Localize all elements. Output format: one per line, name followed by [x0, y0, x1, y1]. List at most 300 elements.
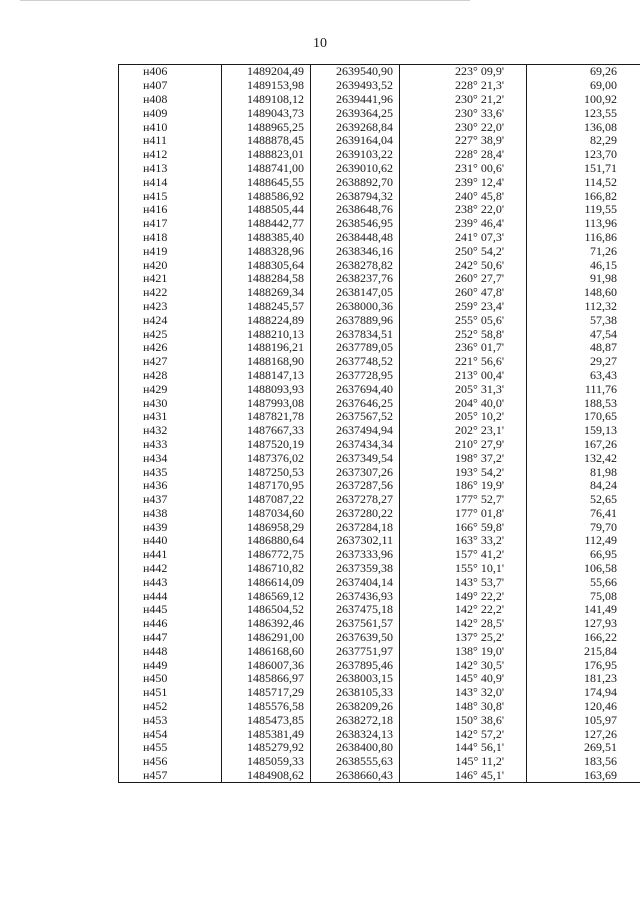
y-coordinate-cell: 2638278,82 [311, 258, 400, 272]
point-id-cell: н415 [119, 189, 222, 203]
segment-length-cell: 112,49 [527, 534, 640, 548]
x-coordinate-cell: 1485381,49 [222, 727, 311, 741]
x-coordinate-cell: 1487993,08 [222, 396, 311, 410]
y-coordinate-cell: 2637889,96 [311, 313, 400, 327]
segment-length-cell: 176,95 [527, 658, 640, 672]
direction-angle-cell: 149° 22,2' [400, 589, 527, 603]
direction-angle-cell: 205° 31,3' [400, 382, 527, 396]
segment-length-cell: 148,60 [527, 286, 640, 300]
y-coordinate-cell: 2639540,90 [311, 65, 400, 79]
x-coordinate-cell: 1488284,58 [222, 272, 311, 286]
direction-angle-cell: 202° 23,1' [400, 424, 527, 438]
table-row [119, 713, 640, 727]
point-id-cell: н444 [119, 589, 222, 603]
point-id-cell: н427 [119, 355, 222, 369]
point-id-cell: н418 [119, 231, 222, 245]
point-id-cell: н447 [119, 631, 222, 645]
point-id-cell: н428 [119, 369, 222, 383]
y-coordinate-cell: 2637302,11 [311, 534, 400, 548]
table-row [119, 148, 640, 162]
segment-length-cell: 91,98 [527, 272, 640, 286]
table-row [119, 355, 640, 369]
x-coordinate-cell: 1488823,01 [222, 148, 311, 162]
table-row [119, 451, 640, 465]
segment-length-cell: 55,66 [527, 575, 640, 589]
segment-length-cell: 123,70 [527, 148, 640, 162]
direction-angle-cell: 250° 54,2' [400, 244, 527, 258]
x-coordinate-cell: 1486614,09 [222, 575, 311, 589]
y-coordinate-cell: 2639103,22 [311, 148, 400, 162]
x-coordinate-cell: 1486710,82 [222, 562, 311, 576]
segment-length-cell: 69,26 [527, 65, 640, 79]
table-row [119, 203, 640, 217]
y-coordinate-cell: 2637359,38 [311, 562, 400, 576]
direction-angle-cell: 221° 56,6' [400, 355, 527, 369]
segment-length-cell: 132,42 [527, 451, 640, 465]
direction-angle-cell: 163° 33,2' [400, 534, 527, 548]
page-number: 10 [313, 36, 327, 51]
segment-length-cell: 75,08 [527, 589, 640, 603]
table-row [119, 534, 640, 548]
y-coordinate-cell: 2637436,93 [311, 589, 400, 603]
segment-length-cell: 105,97 [527, 713, 640, 727]
x-coordinate-cell: 1489153,98 [222, 79, 311, 93]
table-row [119, 410, 640, 424]
point-id-cell: н451 [119, 686, 222, 700]
x-coordinate-cell: 1488093,93 [222, 382, 311, 396]
x-coordinate-cell: 1488741,00 [222, 162, 311, 176]
segment-length-cell: 84,24 [527, 479, 640, 493]
y-coordinate-cell: 2638272,18 [311, 713, 400, 727]
x-coordinate-cell: 1487170,95 [222, 479, 311, 493]
segment-length-cell: 113,96 [527, 217, 640, 231]
segment-length-cell: 127,93 [527, 617, 640, 631]
y-coordinate-cell: 2638660,43 [311, 769, 400, 783]
point-id-cell: н436 [119, 479, 222, 493]
segment-length-cell: 48,87 [527, 341, 640, 355]
table-row [119, 175, 640, 189]
segment-length-cell: 120,46 [527, 700, 640, 714]
direction-angle-cell: 210° 27,9' [400, 438, 527, 452]
table-row [119, 217, 640, 231]
segment-length-cell: 81,98 [527, 465, 640, 479]
direction-angle-cell: 143° 32,0' [400, 686, 527, 700]
y-coordinate-cell: 2638648,76 [311, 203, 400, 217]
x-coordinate-cell: 1488505,44 [222, 203, 311, 217]
y-coordinate-cell: 2638546,95 [311, 217, 400, 231]
table-row [119, 189, 640, 203]
x-coordinate-cell: 1488269,34 [222, 286, 311, 300]
point-id-cell: н439 [119, 520, 222, 534]
x-coordinate-cell: 1485866,97 [222, 672, 311, 686]
x-coordinate-cell: 1487821,78 [222, 410, 311, 424]
x-coordinate-cell: 1487520,19 [222, 438, 311, 452]
x-coordinate-cell: 1485717,29 [222, 686, 311, 700]
point-id-cell: н429 [119, 382, 222, 396]
table-row [119, 244, 640, 258]
x-coordinate-cell: 1485279,92 [222, 741, 311, 755]
point-id-cell: н425 [119, 327, 222, 341]
segment-length-cell: 166,82 [527, 189, 640, 203]
point-id-cell: н457 [119, 769, 222, 783]
x-coordinate-cell: 1488245,57 [222, 300, 311, 314]
segment-length-cell: 29,27 [527, 355, 640, 369]
point-id-cell: н448 [119, 644, 222, 658]
table-row [119, 603, 640, 617]
y-coordinate-cell: 2637287,56 [311, 479, 400, 493]
point-id-cell: н408 [119, 93, 222, 107]
direction-angle-cell: 260° 47,8' [400, 286, 527, 300]
direction-angle-cell: 186° 19,9' [400, 479, 527, 493]
coordinates-table-body [119, 65, 640, 783]
x-coordinate-cell: 1488168,90 [222, 355, 311, 369]
table-row [119, 672, 640, 686]
y-coordinate-cell: 2637333,96 [311, 548, 400, 562]
table-row [119, 562, 640, 576]
x-coordinate-cell: 1489204,49 [222, 65, 311, 79]
x-coordinate-cell: 1487087,22 [222, 493, 311, 507]
point-id-cell: н449 [119, 658, 222, 672]
direction-angle-cell: 240° 45,8' [400, 189, 527, 203]
y-coordinate-cell: 2637494,94 [311, 424, 400, 438]
direction-angle-cell: 228° 21,3' [400, 79, 527, 93]
direction-angle-cell: 142° 57,2' [400, 727, 527, 741]
table-row [119, 369, 640, 383]
table-row [119, 286, 640, 300]
segment-length-cell: 69,00 [527, 79, 640, 93]
point-id-cell: н411 [119, 134, 222, 148]
point-id-cell: н442 [119, 562, 222, 576]
top-rule [20, 0, 470, 1]
point-id-cell: н445 [119, 603, 222, 617]
direction-angle-cell: 241° 07,3' [400, 231, 527, 245]
segment-length-cell: 47,54 [527, 327, 640, 341]
y-coordinate-cell: 2638346,16 [311, 244, 400, 258]
table-row [119, 700, 640, 714]
segment-length-cell: 141,49 [527, 603, 640, 617]
segment-length-cell: 79,70 [527, 520, 640, 534]
segment-length-cell: 163,69 [527, 769, 640, 783]
point-id-cell: н455 [119, 741, 222, 755]
table-row [119, 258, 640, 272]
x-coordinate-cell: 1488305,64 [222, 258, 311, 272]
point-id-cell: н419 [119, 244, 222, 258]
direction-angle-cell: 142° 30,5' [400, 658, 527, 672]
y-coordinate-cell: 2638794,32 [311, 189, 400, 203]
point-id-cell: н434 [119, 451, 222, 465]
segment-length-cell: 82,29 [527, 134, 640, 148]
direction-angle-cell: 148° 30,8' [400, 700, 527, 714]
x-coordinate-cell: 1484908,62 [222, 769, 311, 783]
y-coordinate-cell: 2637284,18 [311, 520, 400, 534]
direction-angle-cell: 230° 33,6' [400, 106, 527, 120]
segment-length-cell: 119,55 [527, 203, 640, 217]
y-coordinate-cell: 2638000,36 [311, 300, 400, 314]
y-coordinate-cell: 2637834,51 [311, 327, 400, 341]
point-id-cell: н416 [119, 203, 222, 217]
y-coordinate-cell: 2637646,25 [311, 396, 400, 410]
point-id-cell: н431 [119, 410, 222, 424]
table-row [119, 134, 640, 148]
x-coordinate-cell: 1486291,00 [222, 631, 311, 645]
direction-angle-cell: 238° 22,0' [400, 203, 527, 217]
y-coordinate-cell: 2637895,46 [311, 658, 400, 672]
point-id-cell: н410 [119, 120, 222, 134]
y-coordinate-cell: 2639010,62 [311, 162, 400, 176]
direction-angle-cell: 231° 00,6' [400, 162, 527, 176]
x-coordinate-cell: 1486569,12 [222, 589, 311, 603]
point-id-cell: н450 [119, 672, 222, 686]
point-id-cell: н422 [119, 286, 222, 300]
y-coordinate-cell: 2638003,15 [311, 672, 400, 686]
segment-length-cell: 57,38 [527, 313, 640, 327]
segment-length-cell: 188,53 [527, 396, 640, 410]
point-id-cell: н412 [119, 148, 222, 162]
direction-angle-cell: 230° 21,2' [400, 93, 527, 107]
y-coordinate-cell: 2637349,54 [311, 451, 400, 465]
x-coordinate-cell: 1488147,13 [222, 369, 311, 383]
point-id-cell: н407 [119, 79, 222, 93]
table-row [119, 686, 640, 700]
y-coordinate-cell: 2637751,97 [311, 644, 400, 658]
segment-length-cell: 63,43 [527, 369, 640, 383]
segment-length-cell: 46,15 [527, 258, 640, 272]
y-coordinate-cell: 2637567,52 [311, 410, 400, 424]
segment-length-cell: 114,52 [527, 175, 640, 189]
table-row [119, 327, 640, 341]
table-row [119, 382, 640, 396]
point-id-cell: н414 [119, 175, 222, 189]
x-coordinate-cell: 1486880,64 [222, 534, 311, 548]
point-id-cell: н421 [119, 272, 222, 286]
segment-length-cell: 76,41 [527, 507, 640, 521]
table-row [119, 79, 640, 93]
direction-angle-cell: 230° 22,0' [400, 120, 527, 134]
table-row [119, 589, 640, 603]
segment-length-cell: 136,08 [527, 120, 640, 134]
y-coordinate-cell: 2637639,50 [311, 631, 400, 645]
table-row [119, 341, 640, 355]
x-coordinate-cell: 1486772,75 [222, 548, 311, 562]
y-coordinate-cell: 2638105,33 [311, 686, 400, 700]
segment-length-cell: 116,86 [527, 231, 640, 245]
x-coordinate-cell: 1488196,21 [222, 341, 311, 355]
table-row [119, 300, 640, 314]
coordinates-table [118, 64, 640, 783]
point-id-cell: н452 [119, 700, 222, 714]
x-coordinate-cell: 1488210,13 [222, 327, 311, 341]
direction-angle-cell: 142° 22,2' [400, 603, 527, 617]
table-row [119, 727, 640, 741]
y-coordinate-cell: 2637434,34 [311, 438, 400, 452]
x-coordinate-cell: 1486168,60 [222, 644, 311, 658]
table-row [119, 424, 640, 438]
point-id-cell: н406 [119, 65, 222, 79]
x-coordinate-cell: 1488586,92 [222, 189, 311, 203]
direction-angle-cell: 204° 40,0' [400, 396, 527, 410]
direction-angle-cell: 239° 12,4' [400, 175, 527, 189]
y-coordinate-cell: 2638209,26 [311, 700, 400, 714]
x-coordinate-cell: 1488442,77 [222, 217, 311, 231]
table-row [119, 644, 640, 658]
table-row [119, 493, 640, 507]
segment-length-cell: 174,94 [527, 686, 640, 700]
y-coordinate-cell: 2638892,70 [311, 175, 400, 189]
point-id-cell: н409 [119, 106, 222, 120]
point-id-cell: н432 [119, 424, 222, 438]
y-coordinate-cell: 2637561,57 [311, 617, 400, 631]
direction-angle-cell: 143° 53,7' [400, 575, 527, 589]
segment-length-cell: 167,26 [527, 438, 640, 452]
y-coordinate-cell: 2637748,52 [311, 355, 400, 369]
x-coordinate-cell: 1488224,89 [222, 313, 311, 327]
y-coordinate-cell: 2638448,48 [311, 231, 400, 245]
direction-angle-cell: 177° 52,7' [400, 493, 527, 507]
x-coordinate-cell: 1486504,52 [222, 603, 311, 617]
segment-length-cell: 123,55 [527, 106, 640, 120]
segment-length-cell: 112,32 [527, 300, 640, 314]
x-coordinate-cell: 1489108,12 [222, 93, 311, 107]
x-coordinate-cell: 1486007,36 [222, 658, 311, 672]
direction-angle-cell: 155° 10,1' [400, 562, 527, 576]
y-coordinate-cell: 2638147,05 [311, 286, 400, 300]
segment-length-cell: 71,26 [527, 244, 640, 258]
table-row [119, 65, 640, 79]
direction-angle-cell: 239° 46,4' [400, 217, 527, 231]
direction-angle-cell: 255° 05,6' [400, 313, 527, 327]
table-row [119, 272, 640, 286]
direction-angle-cell: 228° 28,4' [400, 148, 527, 162]
table-row [119, 769, 640, 783]
table-row [119, 438, 640, 452]
table-row [119, 479, 640, 493]
y-coordinate-cell: 2637278,27 [311, 493, 400, 507]
table-row [119, 755, 640, 769]
table-row [119, 658, 640, 672]
point-id-cell: н423 [119, 300, 222, 314]
segment-length-cell: 106,58 [527, 562, 640, 576]
direction-angle-cell: 145° 11,2' [400, 755, 527, 769]
x-coordinate-cell: 1488965,25 [222, 120, 311, 134]
segment-length-cell: 66,95 [527, 548, 640, 562]
x-coordinate-cell: 1489043,73 [222, 106, 311, 120]
table-row [119, 313, 640, 327]
table-row [119, 520, 640, 534]
x-coordinate-cell: 1487667,33 [222, 424, 311, 438]
direction-angle-cell: 259° 23,4' [400, 300, 527, 314]
x-coordinate-cell: 1486958,29 [222, 520, 311, 534]
point-id-cell: н413 [119, 162, 222, 176]
table-row [119, 93, 640, 107]
table-row [119, 396, 640, 410]
direction-angle-cell: 227° 38,9' [400, 134, 527, 148]
point-id-cell: н438 [119, 507, 222, 521]
segment-length-cell: 183,56 [527, 755, 640, 769]
y-coordinate-cell: 2637404,14 [311, 575, 400, 589]
segment-length-cell: 111,76 [527, 382, 640, 396]
point-id-cell: н420 [119, 258, 222, 272]
x-coordinate-cell: 1485059,33 [222, 755, 311, 769]
table-row [119, 162, 640, 176]
y-coordinate-cell: 2637475,18 [311, 603, 400, 617]
point-id-cell: н417 [119, 217, 222, 231]
y-coordinate-cell: 2637280,22 [311, 507, 400, 521]
x-coordinate-cell: 1487376,02 [222, 451, 311, 465]
point-id-cell: н430 [119, 396, 222, 410]
point-id-cell: н424 [119, 313, 222, 327]
direction-angle-cell: 193° 54,2' [400, 465, 527, 479]
segment-length-cell: 269,51 [527, 741, 640, 755]
point-id-cell: н440 [119, 534, 222, 548]
y-coordinate-cell: 2639164,04 [311, 134, 400, 148]
table-row [119, 631, 640, 645]
x-coordinate-cell: 1487034,60 [222, 507, 311, 521]
x-coordinate-cell: 1488385,40 [222, 231, 311, 245]
point-id-cell: н435 [119, 465, 222, 479]
y-coordinate-cell: 2637694,40 [311, 382, 400, 396]
segment-length-cell: 166,22 [527, 631, 640, 645]
direction-angle-cell: 150° 38,6' [400, 713, 527, 727]
y-coordinate-cell: 2639268,84 [311, 120, 400, 134]
point-id-cell: н441 [119, 548, 222, 562]
direction-angle-cell: 142° 28,5' [400, 617, 527, 631]
y-coordinate-cell: 2638555,63 [311, 755, 400, 769]
direction-angle-cell: 157° 41,2' [400, 548, 527, 562]
table-row [119, 465, 640, 479]
x-coordinate-cell: 1488878,45 [222, 134, 311, 148]
point-id-cell: н454 [119, 727, 222, 741]
point-id-cell: н426 [119, 341, 222, 355]
direction-angle-cell: 138° 19,0' [400, 644, 527, 658]
direction-angle-cell: 213° 00,4' [400, 369, 527, 383]
x-coordinate-cell: 1485473,85 [222, 713, 311, 727]
segment-length-cell: 159,13 [527, 424, 640, 438]
segment-length-cell: 181,23 [527, 672, 640, 686]
point-id-cell: н443 [119, 575, 222, 589]
direction-angle-cell: 260° 27,7' [400, 272, 527, 286]
x-coordinate-cell: 1486392,46 [222, 617, 311, 631]
direction-angle-cell: 236° 01,7' [400, 341, 527, 355]
direction-angle-cell: 242° 50,6' [400, 258, 527, 272]
y-coordinate-cell: 2638237,76 [311, 272, 400, 286]
direction-angle-cell: 145° 40,9' [400, 672, 527, 686]
segment-length-cell: 215,84 [527, 644, 640, 658]
segment-length-cell: 52,65 [527, 493, 640, 507]
point-id-cell: н433 [119, 438, 222, 452]
direction-angle-cell: 146° 45,1' [400, 769, 527, 783]
y-coordinate-cell: 2637728,95 [311, 369, 400, 383]
segment-length-cell: 127,26 [527, 727, 640, 741]
table-row [119, 106, 640, 120]
point-id-cell: н456 [119, 755, 222, 769]
direction-angle-cell: 137° 25,2' [400, 631, 527, 645]
direction-angle-cell: 205° 10,2' [400, 410, 527, 424]
y-coordinate-cell: 2639441,96 [311, 93, 400, 107]
segment-length-cell: 100,92 [527, 93, 640, 107]
direction-angle-cell: 223° 09,9' [400, 65, 527, 79]
y-coordinate-cell: 2639364,25 [311, 106, 400, 120]
point-id-cell: н437 [119, 493, 222, 507]
table-row [119, 507, 640, 521]
direction-angle-cell: 252° 58,8' [400, 327, 527, 341]
table-row [119, 741, 640, 755]
y-coordinate-cell: 2637789,05 [311, 341, 400, 355]
table-row [119, 120, 640, 134]
point-id-cell: н446 [119, 617, 222, 631]
segment-length-cell: 151,71 [527, 162, 640, 176]
direction-angle-cell: 198° 37,2' [400, 451, 527, 465]
y-coordinate-cell: 2639493,52 [311, 79, 400, 93]
